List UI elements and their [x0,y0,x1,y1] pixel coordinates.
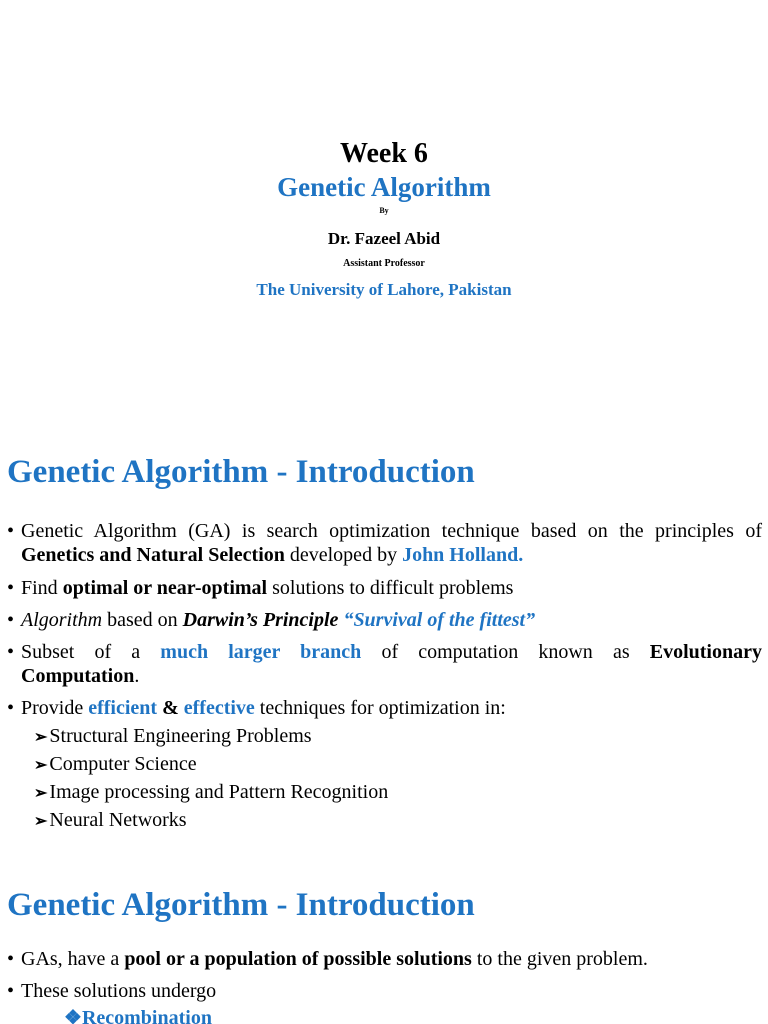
bullet-population [7,947,762,971]
bullet-icon: • [7,520,15,542]
bullet-icon: • [7,948,15,970]
bullet-text: Find optimal or near-optimal solutions to difficult problems [21,577,514,599]
section-heading-intro: Genetic Algorithm - Introduction [7,454,475,490]
bullet-text: Genetic Algorithm (GA) is search optimization technique based on the principles of Genetics and Natural Selection developed by John Holland. [21,520,762,566]
subitem-structural: ➢ Structural Engineering Problems [34,725,312,747]
arrow-bullet-icon: ➢ [34,757,48,774]
bullet-darwin [7,608,762,632]
university-name: The University of Lahore, Pakistan [256,280,512,299]
slide-title: Genetic Algorithm [277,172,491,202]
bullet-text: Subset of a much larger branch of computation known as Evolutionary Computation. [21,641,762,687]
bullet-icon: • [7,697,15,719]
arrow-bullet-icon: ➢ [34,729,48,746]
diamond-bullet-icon: ❖ [64,1007,82,1024]
subitem-image-processing: ➢ Image processing and Pattern Recognition [34,781,389,803]
author-role: Assistant Professor [343,258,425,269]
bullet-undergo [7,979,762,1003]
bullet-provide [7,696,762,720]
bullet-text: Algorithm based on Darwin’s Principle “Survival of the fittest” [21,609,536,631]
section-heading-intro-2: Genetic Algorithm - Introduction [7,887,475,923]
arrow-bullet-icon: ➢ [34,785,48,802]
by-label: By [379,206,389,215]
bullet-text: Provide efficient & effective techniques for optimization in: [21,697,506,719]
bullet-icon: • [7,641,15,663]
week-title: Week 6 [340,138,428,169]
bullet-ga-definition [7,519,762,567]
subitem-recombination: ❖Recombination [64,1005,212,1024]
bullet-text: GAs, have a pool or a population of possible solutions to the given problem. [21,948,648,970]
bullet-icon: • [7,577,15,599]
arrow-bullet-icon: ➢ [34,813,48,830]
bullet-subset [7,640,762,688]
bullet-icon: • [7,609,15,631]
bullet-find-optimal [7,576,762,600]
bullet-icon: • [7,980,15,1002]
bullet-text: These solutions undergo [21,980,217,1002]
author-name: Dr. Fazeel Abid [327,229,441,248]
title-slide [0,0,768,410]
subitem-neural-networks: ➢ Neural Networks [34,809,187,831]
subitem-computer-science: ➢ Computer Science [34,753,197,775]
